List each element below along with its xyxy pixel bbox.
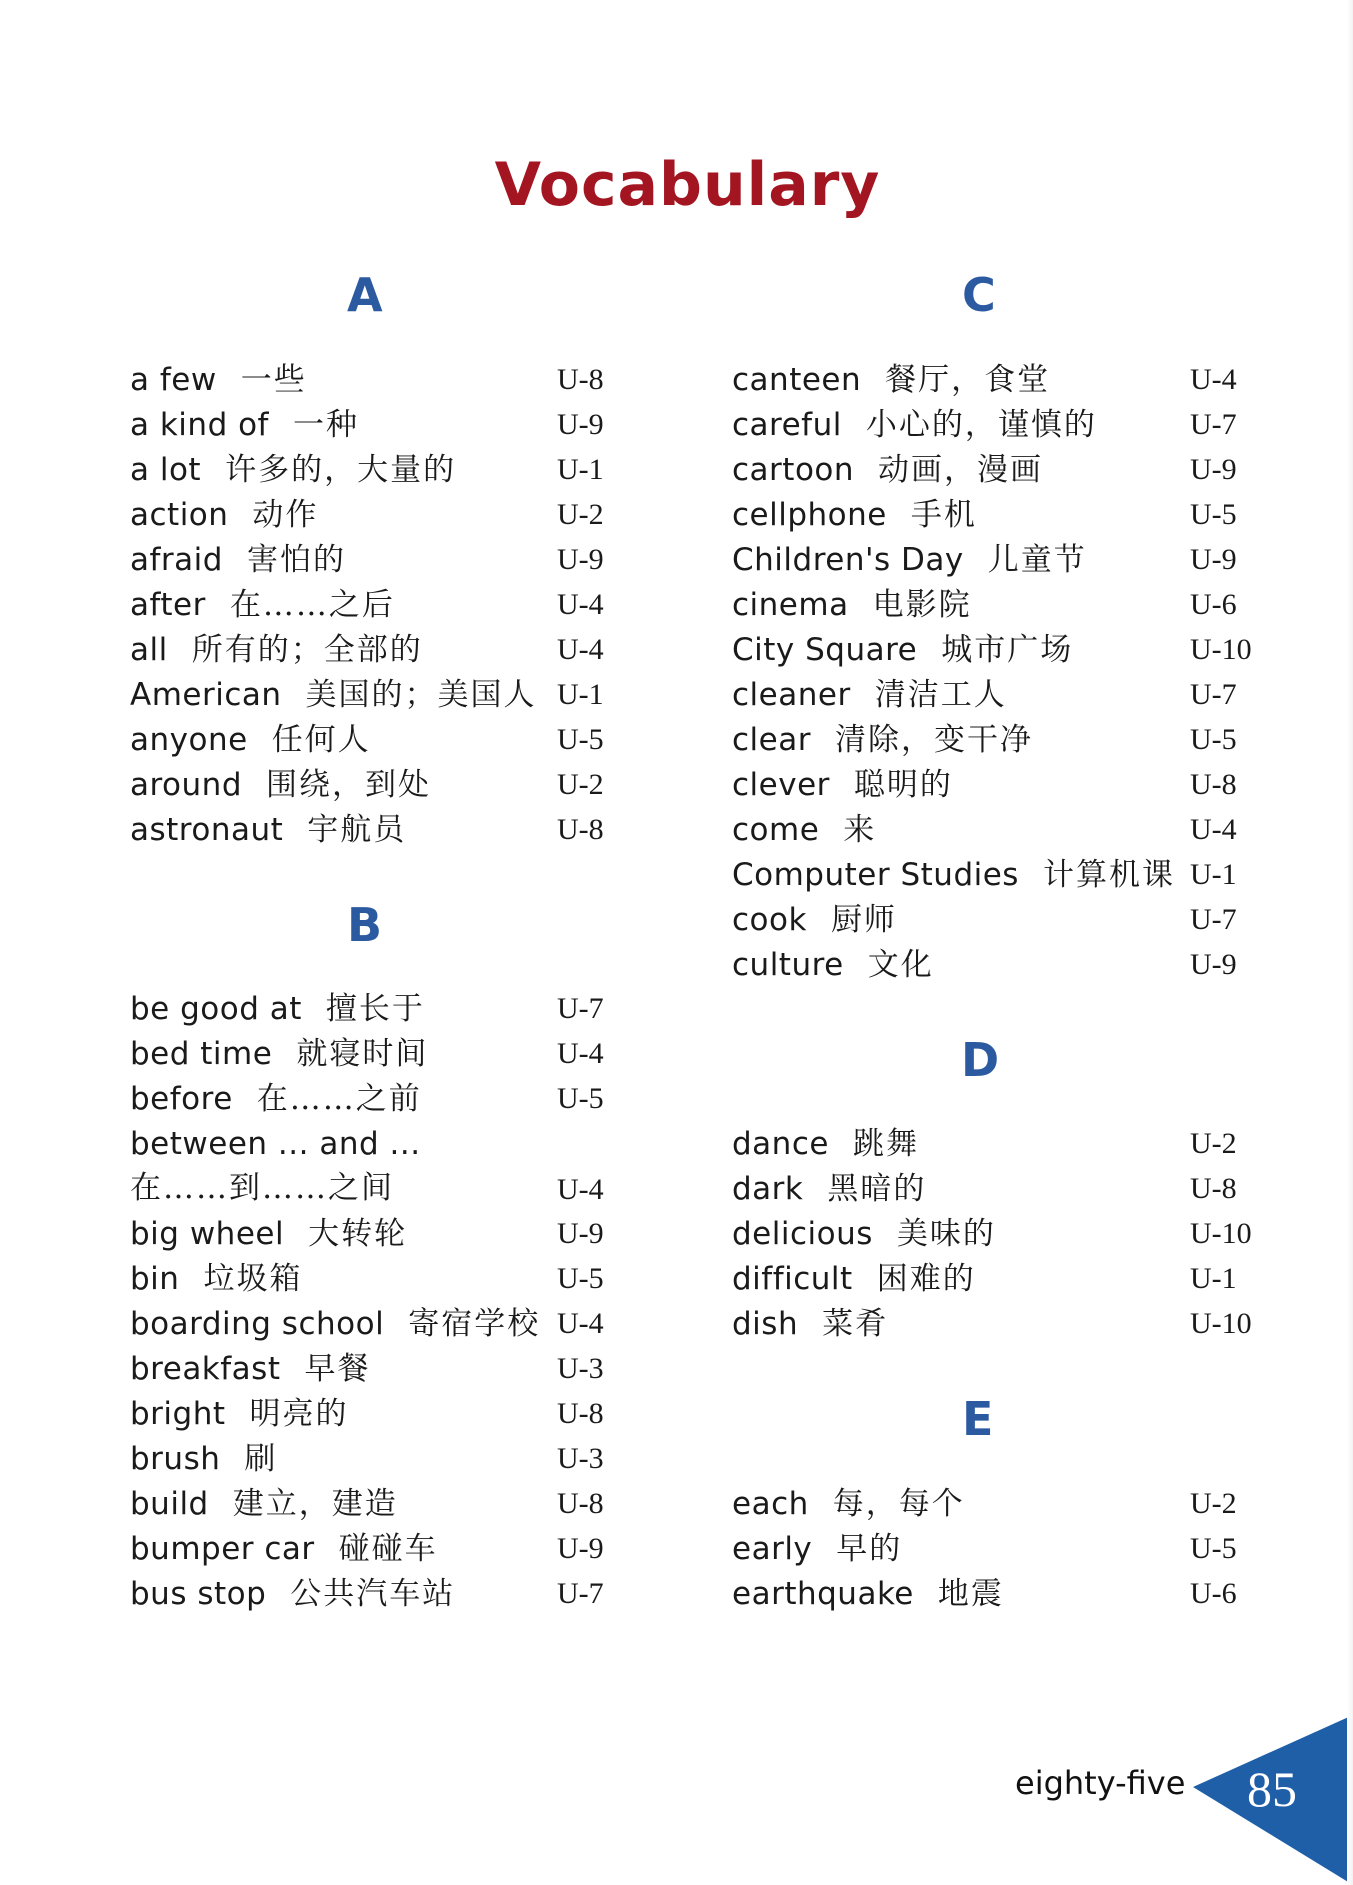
- entry-meaning: 明亮的: [249, 1396, 349, 1432]
- entry-word: cinema: [732, 587, 849, 623]
- entry-word: a kind of: [130, 407, 269, 443]
- page-title: Vocabulary: [494, 150, 881, 220]
- entry-meaning: 小心的，谨慎的: [865, 407, 1097, 443]
- entry-meaning: 清洁工人: [874, 677, 1007, 713]
- entry-word: careful: [732, 407, 842, 443]
- entry-word: culture: [732, 947, 844, 983]
- entry-meaning: 一些: [240, 362, 307, 398]
- entry-word: cook: [732, 902, 807, 938]
- vocab-entry: [732, 448, 1262, 492]
- entry-meaning: 电影院: [872, 587, 972, 623]
- entry-meaning: 一种: [292, 407, 359, 443]
- entry-unit: U-10: [1190, 1217, 1252, 1250]
- entry-word: breakfast: [130, 1351, 281, 1387]
- entry-unit: U-4: [1190, 813, 1237, 846]
- entry-unit: U-5: [557, 1262, 604, 1295]
- vocab-entry: [732, 1482, 1262, 1526]
- entry-word: bumper car: [130, 1531, 315, 1567]
- entry-unit: U-1: [557, 453, 604, 486]
- vocab-entry: [732, 493, 1262, 537]
- entry-word: dance: [732, 1126, 829, 1162]
- entry-meaning: 跳舞: [852, 1126, 919, 1162]
- entry-unit: U-5: [1190, 498, 1237, 531]
- entry-meaning: 城市广场: [941, 632, 1074, 668]
- vocab-entry: [732, 943, 1262, 987]
- entry-unit: U-9: [557, 1217, 604, 1250]
- entry-unit: U-5: [1190, 1532, 1237, 1565]
- entry-word: Children's Day: [732, 542, 964, 578]
- entry-word: boarding school: [130, 1306, 385, 1342]
- entry-unit: U-2: [557, 768, 604, 801]
- section-letter-d: D: [961, 1033, 1000, 1087]
- vocab-entry: [732, 1122, 1262, 1166]
- entry-unit: U-7: [557, 992, 604, 1025]
- entry-meaning: 害怕的: [246, 542, 346, 578]
- entry-word: clear: [732, 722, 811, 758]
- entry-word: canteen: [732, 362, 862, 398]
- entry-meaning: 清除，变干净: [834, 722, 1033, 758]
- vocab-entry: [732, 1527, 1262, 1571]
- entry-word: a lot: [130, 452, 202, 488]
- entry-word: earthquake: [732, 1576, 914, 1612]
- entry-word: dark: [732, 1171, 804, 1207]
- section-letter-e: E: [962, 1392, 994, 1446]
- entry-word: each: [732, 1486, 809, 1522]
- entry-word: around: [130, 767, 242, 803]
- vocab-entry: [130, 808, 610, 852]
- entry-word: clever: [732, 767, 830, 803]
- vocab-entry: [130, 1077, 610, 1121]
- entry-unit: U-3: [557, 1442, 604, 1475]
- entry-unit: U-4: [557, 1307, 604, 1340]
- entry-word: City Square: [732, 632, 918, 668]
- entry-meaning: 聪明的: [853, 767, 953, 803]
- vocab-entry: [130, 1392, 610, 1436]
- entry-word: action: [130, 497, 229, 533]
- entry-unit: U-7: [557, 1577, 604, 1610]
- entry-unit: U-6: [1190, 588, 1237, 621]
- entry-unit: U-8: [557, 363, 604, 396]
- entry-word: be good at: [130, 991, 302, 1027]
- vocab-entry: [130, 1212, 610, 1256]
- entry-meaning: 公共汽车站: [290, 1576, 456, 1612]
- entry-unit: U-9: [1190, 948, 1237, 981]
- vocab-entry: [732, 583, 1262, 627]
- entry-unit: U-3: [557, 1352, 604, 1385]
- entry-unit: U-7: [1190, 678, 1237, 711]
- entry-unit: U-5: [557, 723, 604, 756]
- vocab-entry: [130, 1257, 610, 1301]
- vocab-entry: [130, 673, 610, 717]
- entry-unit: U-2: [1190, 1127, 1237, 1160]
- entry-word: cleaner: [732, 677, 851, 713]
- entry-word: bus stop: [130, 1576, 267, 1612]
- entry-meaning: 来: [843, 812, 877, 848]
- entry-meaning: 寄宿学校: [408, 1306, 541, 1342]
- entry-unit: U-4: [557, 1173, 604, 1206]
- entry-meaning: 早餐: [304, 1351, 371, 1387]
- vocab-entry: [130, 763, 610, 807]
- entry-meaning: 餐厅，食堂: [885, 362, 1051, 398]
- vocab-entry: [130, 403, 610, 447]
- entry-unit: U-4: [557, 633, 604, 666]
- entry-unit: U-9: [1190, 543, 1237, 576]
- entry-word: anyone: [130, 722, 248, 758]
- entry-meaning: 宇航员: [307, 812, 407, 848]
- entry-word: come: [732, 812, 820, 848]
- entry-word: cellphone: [732, 497, 887, 533]
- entry-word: all: [130, 632, 168, 668]
- entry-unit: U-8: [557, 1487, 604, 1520]
- vocab-entry: [732, 628, 1262, 672]
- entry-unit: U-7: [1190, 408, 1237, 441]
- entry-meaning: 动作: [252, 497, 319, 533]
- entry-unit: U-1: [557, 678, 604, 711]
- entry-unit: U-1: [1190, 1262, 1237, 1295]
- entry-word: Computer Studies: [732, 857, 1019, 893]
- entry-unit: U-8: [557, 1397, 604, 1430]
- vocab-entry: [732, 1302, 1262, 1346]
- vocab-entry: [130, 1032, 610, 1076]
- entry-meaning: 在……到……之间: [130, 1170, 394, 1206]
- entry-meaning: 围绕，到处: [266, 767, 431, 803]
- page-edge-shadow: [1347, 0, 1353, 1885]
- entry-meaning: 菜肴: [822, 1306, 889, 1342]
- entry-unit: U-7: [1190, 903, 1237, 936]
- section-letter-a: A: [347, 268, 383, 322]
- vocab-entry: [130, 1302, 610, 1346]
- vocab-entry: [130, 493, 610, 537]
- entry-word: astronaut: [130, 812, 284, 848]
- section-letter-c: C: [962, 268, 996, 322]
- entry-meaning: 计算机课: [1042, 857, 1175, 893]
- vocab-entry: [130, 1122, 610, 1210]
- entry-unit: U-2: [1190, 1487, 1237, 1520]
- entry-unit: U-8: [1190, 768, 1237, 801]
- vocab-entry: [732, 1212, 1262, 1256]
- entry-word: dish: [732, 1306, 799, 1342]
- vocab-entry: [130, 358, 610, 402]
- vocab-entry: [732, 898, 1262, 942]
- entry-word: big wheel: [130, 1216, 285, 1252]
- vocab-entry: [732, 1257, 1262, 1301]
- entry-unit: U-9: [1190, 453, 1237, 486]
- vocab-entry: [732, 1167, 1262, 1211]
- vocab-entry: [732, 718, 1262, 762]
- entry-word: brush: [130, 1441, 221, 1477]
- entry-unit: U-4: [557, 588, 604, 621]
- vocab-entry: [130, 718, 610, 762]
- entry-meaning: 在……之后: [229, 587, 395, 623]
- entry-word: between ... and ...: [130, 1126, 421, 1162]
- vocab-entry: [130, 1482, 610, 1526]
- entry-unit: U-9: [557, 543, 604, 576]
- vocab-entry: [732, 538, 1262, 582]
- entry-meaning: 早的: [836, 1531, 903, 1567]
- entry-unit: U-8: [557, 813, 604, 846]
- entry-meaning: 许多的，大量的: [225, 452, 457, 488]
- entry-meaning: 困难的: [876, 1261, 976, 1297]
- entry-meaning: 文化: [867, 947, 934, 983]
- section-letter-b: B: [347, 898, 383, 952]
- page-number-words: eighty-five: [1015, 1764, 1186, 1802]
- entry-word: after: [130, 587, 206, 623]
- page-number: 85: [1247, 1761, 1297, 1817]
- entry-unit: U-10: [1190, 1307, 1252, 1340]
- entry-word: bed time: [130, 1036, 273, 1072]
- entry-unit: U-5: [557, 1082, 604, 1115]
- entry-unit: U-4: [1190, 363, 1237, 396]
- entry-word: cartoon: [732, 452, 855, 488]
- vocab-entry: [130, 1527, 610, 1571]
- entry-unit: U-10: [1190, 633, 1252, 666]
- entry-word: a few: [130, 362, 217, 398]
- entry-meaning: 厨师: [830, 902, 897, 938]
- entry-meaning: 建立，建造: [232, 1486, 398, 1522]
- vocab-entry: [732, 358, 1262, 402]
- entry-unit: U-1: [1190, 858, 1237, 891]
- entry-meaning: 动画，漫画: [878, 452, 1044, 488]
- entry-meaning: 就寝时间: [296, 1036, 429, 1072]
- entry-meaning: 所有的；全部的: [191, 632, 423, 668]
- vocab-entry: [130, 583, 610, 627]
- entry-unit: U-5: [1190, 723, 1237, 756]
- entry-meaning: 任何人: [271, 722, 371, 758]
- vocab-entry: [732, 808, 1262, 852]
- vocab-entry: [130, 448, 610, 492]
- vocab-entry: [732, 853, 1262, 897]
- entry-meaning: 碰碰车: [338, 1531, 438, 1567]
- vocab-entry: [130, 538, 610, 582]
- entry-meaning: 地震: [937, 1576, 1004, 1612]
- entry-word: American: [130, 677, 282, 713]
- entry-meaning: 垃圾箱: [203, 1261, 303, 1297]
- entry-word: delicious: [732, 1216, 873, 1252]
- entry-meaning: 美味的: [896, 1216, 996, 1252]
- vocab-entry: [130, 1572, 610, 1616]
- entry-meaning: 擅长于: [325, 991, 425, 1027]
- entry-meaning: 大转轮: [308, 1216, 408, 1252]
- entry-unit: U-4: [557, 1037, 604, 1070]
- vocab-entry: [732, 763, 1262, 807]
- entry-word: before: [130, 1081, 233, 1117]
- entry-meaning: 手机: [910, 497, 977, 533]
- entry-word: afraid: [130, 542, 223, 578]
- entry-word: bin: [130, 1261, 180, 1297]
- entry-unit: U-8: [1190, 1172, 1237, 1205]
- vocab-entry: [732, 673, 1262, 717]
- entry-unit: U-9: [557, 1532, 604, 1565]
- entry-unit: U-9: [557, 408, 604, 441]
- entry-meaning: 黑暗的: [827, 1171, 927, 1207]
- vocab-entry: [130, 628, 610, 672]
- entry-word: difficult: [732, 1261, 853, 1297]
- entry-unit: U-2: [557, 498, 604, 531]
- vocab-entry: [732, 403, 1262, 447]
- entry-meaning: 刷: [244, 1441, 278, 1477]
- entry-unit: U-6: [1190, 1577, 1237, 1610]
- entry-meaning: 在……之前: [256, 1081, 422, 1117]
- entry-meaning: 儿童节: [987, 542, 1087, 578]
- vocab-entry: [130, 1347, 610, 1391]
- entry-meaning: 每，每个: [832, 1486, 965, 1522]
- vocab-entry: [130, 987, 610, 1031]
- entry-word: build: [130, 1486, 209, 1522]
- vocab-entry: [130, 1437, 610, 1481]
- entry-word: early: [732, 1531, 813, 1567]
- entry-meaning: 美国的；美国人: [305, 677, 537, 713]
- entry-word: bright: [130, 1396, 226, 1432]
- vocab-entry: [732, 1572, 1262, 1616]
